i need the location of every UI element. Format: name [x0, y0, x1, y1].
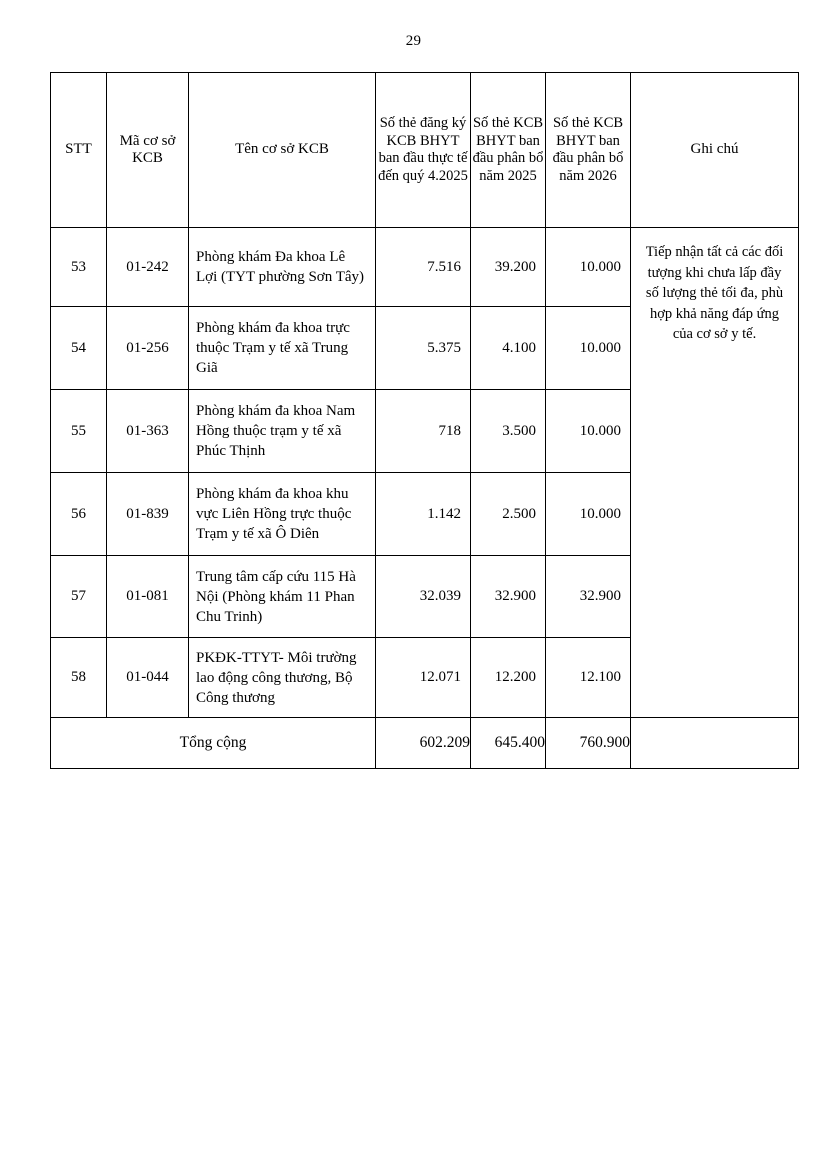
cell-total-label: Tổng cộng — [51, 718, 376, 769]
cell-stt: 55 — [51, 390, 107, 473]
column-header-cards-registered-q4-2025: Số thẻ đăng ký KCB BHYT ban đầu thực tế đến quý 4.2025 — [376, 73, 471, 228]
kcb-table-container — [50, 72, 798, 769]
cell-cards-2025: 32.900 — [471, 556, 546, 638]
cell-cards-q4-2025: 7.516 — [376, 228, 471, 307]
table-header-row — [51, 73, 799, 228]
cell-facility-code: 01-081 — [107, 556, 189, 638]
cell-cards-2026: 12.100 — [546, 638, 631, 718]
cell-facility-name: Trung tâm cấp cứu 115 Hà Nội (Phòng khám 11 Phan Chu Trinh) — [189, 556, 376, 638]
column-header-cards-allocated-2026: Số thẻ KCB BHYT ban đầu phân bổ năm 2026 — [546, 73, 631, 228]
cell-total-notes — [631, 718, 799, 769]
column-header-facility-code: Mã cơ sở KCB — [107, 73, 189, 228]
cell-facility-code: 01-839 — [107, 473, 189, 556]
cell-stt: 58 — [51, 638, 107, 718]
cell-cards-2026: 10.000 — [546, 473, 631, 556]
cell-facility-code: 01-363 — [107, 390, 189, 473]
cell-cards-2026: 32.900 — [546, 556, 631, 638]
cell-stt: 56 — [51, 473, 107, 556]
cell-total-cards-2026: 760.900 — [546, 718, 631, 769]
table-total-row — [51, 718, 799, 769]
page-number: 29 — [405, 33, 422, 49]
cell-cards-2026: 10.000 — [546, 307, 631, 390]
cell-cards-q4-2025: 718 — [376, 390, 471, 473]
cell-notes-merged: Tiếp nhận tất cả các đối tượng khi chưa lấp đầy số lượng thẻ tối đa, phù hợp khả năng đáp ứng của cơ sở y tế. — [631, 228, 799, 718]
cell-total-cards-q4-2025: 602.209 — [376, 718, 471, 769]
cell-cards-q4-2025: 12.071 — [376, 638, 471, 718]
column-header-notes: Ghi chú — [631, 73, 799, 228]
cell-facility-name: Phòng khám Đa khoa Lê Lợi (TYT phường Sơn Tây) — [189, 228, 376, 307]
cell-facility-name: PKĐK-TTYT- Môi trường lao động công thương, Bộ Công thương — [189, 638, 376, 718]
column-header-stt: STT — [51, 73, 107, 228]
cell-cards-q4-2025: 5.375 — [376, 307, 471, 390]
cell-cards-2026: 10.000 — [546, 390, 631, 473]
cell-cards-2026: 10.000 — [546, 228, 631, 307]
cell-stt: 57 — [51, 556, 107, 638]
cell-total-cards-2025: 645.400 — [471, 718, 546, 769]
table-row — [51, 228, 799, 307]
cell-facility-name: Phòng khám đa khoa Nam Hồng thuộc trạm y tế xã Phúc Thịnh — [189, 390, 376, 473]
cell-cards-q4-2025: 32.039 — [376, 556, 471, 638]
cell-cards-q4-2025: 1.142 — [376, 473, 471, 556]
cell-facility-code: 01-044 — [107, 638, 189, 718]
cell-cards-2025: 4.100 — [471, 307, 546, 390]
cell-cards-2025: 39.200 — [471, 228, 546, 307]
cell-stt: 53 — [51, 228, 107, 307]
cell-facility-name: Phòng khám đa khoa khu vực Liên Hồng trực thuộc Trạm y tế xã Ô Diên — [189, 473, 376, 556]
cell-cards-2025: 2.500 — [471, 473, 546, 556]
cell-cards-2025: 12.200 — [471, 638, 546, 718]
kcb-facility-table — [50, 72, 799, 769]
cell-facility-name: Phòng khám đa khoa trực thuộc Trạm y tế xã Trung Giã — [189, 307, 376, 390]
cell-cards-2025: 3.500 — [471, 390, 546, 473]
column-header-cards-allocated-2025: Số thẻ KCB BHYT ban đầu phân bổ năm 2025 — [471, 73, 546, 228]
cell-stt: 54 — [51, 307, 107, 390]
table-header — [51, 73, 799, 228]
cell-facility-code: 01-256 — [107, 307, 189, 390]
cell-facility-code: 01-242 — [107, 228, 189, 307]
column-header-facility-name: Tên cơ sở KCB — [189, 73, 376, 228]
table-body — [51, 228, 799, 769]
